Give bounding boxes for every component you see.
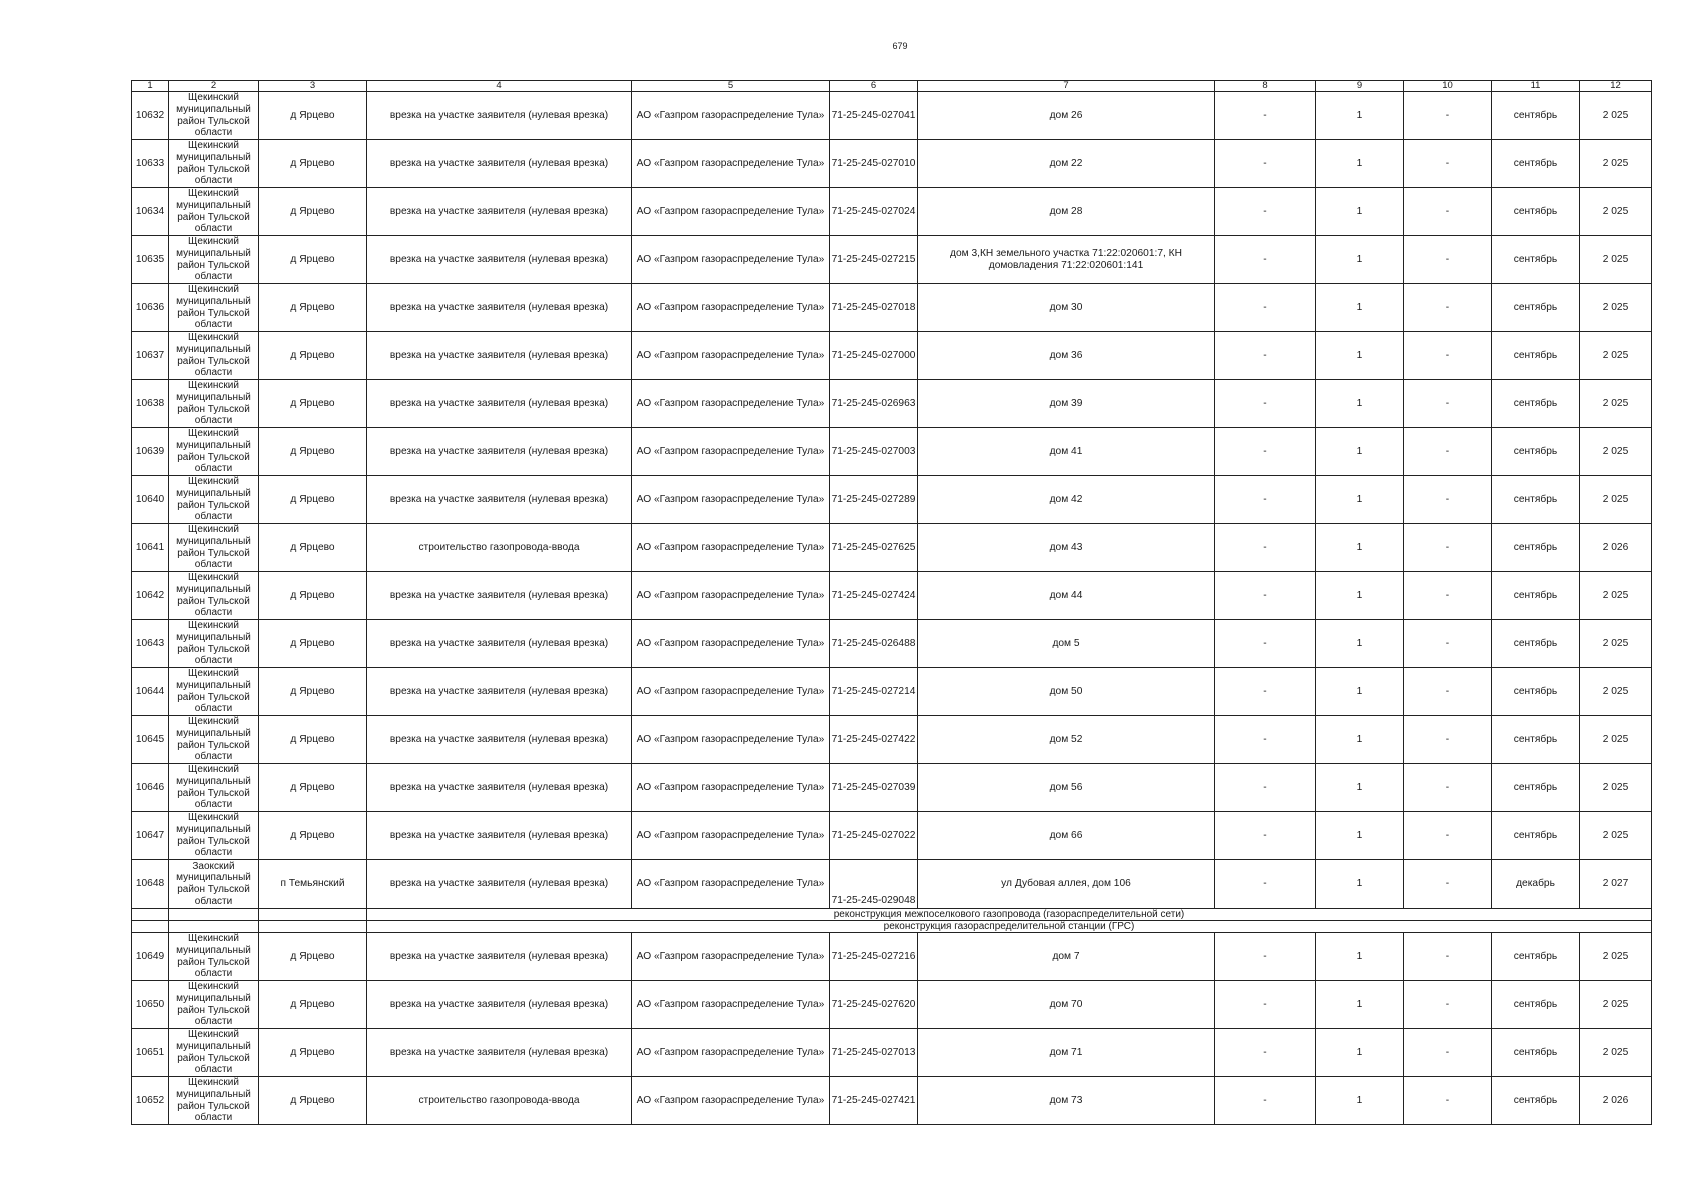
column-number: 4 [367, 81, 632, 92]
row-number: 10648 [132, 860, 169, 909]
quantity-cell: 1 [1316, 812, 1404, 860]
year-cell: 2 025 [1580, 380, 1652, 428]
year-cell: 2 026 [1580, 1077, 1652, 1125]
col10-cell: - [1404, 236, 1492, 284]
address-cell: дом 71 [918, 1029, 1215, 1077]
organization-cell: АО «Газпром газораспределение Тула» [632, 284, 830, 332]
month-cell: сентябрь [1492, 380, 1580, 428]
row-number: 10641 [132, 524, 169, 572]
organization-cell: АО «Газпром газораспределение Тула» [632, 236, 830, 284]
work-type-cell: врезка на участке заявителя (нулевая врезка) [367, 188, 632, 236]
empty-cell [169, 921, 259, 933]
work-type-cell: врезка на участке заявителя (нулевая врезка) [367, 933, 632, 981]
col10-cell: - [1404, 620, 1492, 668]
table-row [132, 981, 1652, 1029]
work-type-cell: строительство газопровода-ввода [367, 1077, 632, 1125]
object-code-cell: 71-25-245-027620 [830, 981, 918, 1029]
table-row [132, 236, 1652, 284]
district-cell: Щекинский муниципальный район Тульской области [169, 92, 259, 140]
district-cell: Щекинский муниципальный район Тульской области [169, 620, 259, 668]
table-row [132, 572, 1652, 620]
district-cell: Щекинский муниципальный район Тульской области [169, 933, 259, 981]
district-cell: Щекинский муниципальный район Тульской области [169, 380, 259, 428]
organization-cell: АО «Газпром газораспределение Тула» [632, 140, 830, 188]
column-number-row [132, 81, 1652, 92]
col8-cell: - [1215, 668, 1316, 716]
district-cell: Щекинский муниципальный район Тульской области [169, 812, 259, 860]
object-code-cell: 71-25-245-027000 [830, 332, 918, 380]
col10-cell: - [1404, 764, 1492, 812]
year-cell: 2 025 [1580, 933, 1652, 981]
settlement-cell: п Темьянский [259, 860, 367, 909]
object-code-cell: 71-25-245-026963 [830, 380, 918, 428]
col8-cell: - [1215, 284, 1316, 332]
address-cell: дом 50 [918, 668, 1215, 716]
object-code-cell: 71-25-245-027289 [830, 476, 918, 524]
year-cell: 2 025 [1580, 668, 1652, 716]
object-code-cell: 71-25-245-026488 [830, 620, 918, 668]
work-type-cell: врезка на участке заявителя (нулевая врезка) [367, 572, 632, 620]
col10-cell: - [1404, 284, 1492, 332]
month-cell: сентябрь [1492, 236, 1580, 284]
address-cell: дом 22 [918, 140, 1215, 188]
organization-cell: АО «Газпром газораспределение Тула» [632, 380, 830, 428]
work-type-cell: врезка на участке заявителя (нулевая врезка) [367, 284, 632, 332]
year-cell: 2 025 [1580, 1029, 1652, 1077]
column-number: 12 [1580, 81, 1652, 92]
col8-cell: - [1215, 933, 1316, 981]
col10-cell: - [1404, 188, 1492, 236]
col8-cell: - [1215, 524, 1316, 572]
month-cell: сентябрь [1492, 332, 1580, 380]
table-row [132, 380, 1652, 428]
district-cell: Щекинский муниципальный район Тульской области [169, 476, 259, 524]
col8-cell: - [1215, 981, 1316, 1029]
year-cell: 2 025 [1580, 428, 1652, 476]
object-code-cell: 71-25-245-027421 [830, 1077, 918, 1125]
district-cell: Щекинский муниципальный район Тульской области [169, 524, 259, 572]
work-type-cell: врезка на участке заявителя (нулевая врезка) [367, 140, 632, 188]
table-row [132, 284, 1652, 332]
settlement-cell: д Ярцево [259, 188, 367, 236]
quantity-cell: 1 [1316, 380, 1404, 428]
month-cell: сентябрь [1492, 428, 1580, 476]
table-row [132, 1029, 1652, 1077]
organization-cell: АО «Газпром газораспределение Тула» [632, 981, 830, 1029]
address-cell: ул Дубовая аллея, дом 106 [918, 860, 1215, 909]
organization-cell: АО «Газпром газораспределение Тула» [632, 1077, 830, 1125]
settlement-cell: д Ярцево [259, 1077, 367, 1125]
settlement-cell: д Ярцево [259, 380, 367, 428]
month-cell: сентябрь [1492, 572, 1580, 620]
year-cell: 2 025 [1580, 332, 1652, 380]
row-number: 10642 [132, 572, 169, 620]
col10-cell: - [1404, 860, 1492, 909]
district-cell: Щекинский муниципальный район Тульской области [169, 668, 259, 716]
work-type-cell: врезка на участке заявителя (нулевая врезка) [367, 668, 632, 716]
year-cell: 2 025 [1580, 620, 1652, 668]
column-number: 8 [1215, 81, 1316, 92]
district-cell: Щекинский муниципальный район Тульской области [169, 236, 259, 284]
month-cell: сентябрь [1492, 1029, 1580, 1077]
col8-cell: - [1215, 92, 1316, 140]
year-cell: 2 026 [1580, 524, 1652, 572]
settlement-cell: д Ярцево [259, 716, 367, 764]
column-number: 2 [169, 81, 259, 92]
row-number: 10632 [132, 92, 169, 140]
address-cell: дом 73 [918, 1077, 1215, 1125]
row-number: 10639 [132, 428, 169, 476]
settlement-cell: д Ярцево [259, 140, 367, 188]
year-cell: 2 025 [1580, 284, 1652, 332]
row-number: 10634 [132, 188, 169, 236]
object-code-cell: 71-25-245-027422 [830, 716, 918, 764]
quantity-cell: 1 [1316, 981, 1404, 1029]
district-cell: Щекинский муниципальный район Тульской области [169, 332, 259, 380]
month-cell: сентябрь [1492, 524, 1580, 572]
address-cell: дом 66 [918, 812, 1215, 860]
col8-cell: - [1215, 716, 1316, 764]
col8-cell: - [1215, 1077, 1316, 1125]
work-type-cell: врезка на участке заявителя (нулевая врезка) [367, 92, 632, 140]
col10-cell: - [1404, 380, 1492, 428]
district-cell: Щекинский муниципальный район Тульской области [169, 188, 259, 236]
settlement-cell: д Ярцево [259, 812, 367, 860]
year-cell: 2 025 [1580, 188, 1652, 236]
quantity-cell: 1 [1316, 716, 1404, 764]
month-cell: сентябрь [1492, 188, 1580, 236]
section-title: реконструкция межпоселкового газопровода (газораспределительной сети) [367, 909, 1652, 921]
quantity-cell: 1 [1316, 332, 1404, 380]
table-row [132, 140, 1652, 188]
col10-cell: - [1404, 981, 1492, 1029]
organization-cell: АО «Газпром газораспределение Тула» [632, 716, 830, 764]
col8-cell: - [1215, 620, 1316, 668]
object-code-cell: 71-25-245-027022 [830, 812, 918, 860]
quantity-cell: 1 [1316, 764, 1404, 812]
row-number: 10644 [132, 668, 169, 716]
empty-cell [259, 909, 367, 921]
col10-cell: - [1404, 1077, 1492, 1125]
month-cell: сентябрь [1492, 812, 1580, 860]
work-type-cell: врезка на участке заявителя (нулевая врезка) [367, 428, 632, 476]
settlement-cell: д Ярцево [259, 1029, 367, 1077]
organization-cell: АО «Газпром газораспределение Тула» [632, 1029, 830, 1077]
district-cell: Щекинский муниципальный район Тульской области [169, 981, 259, 1029]
district-cell: Щекинский муниципальный район Тульской области [169, 572, 259, 620]
work-type-cell: врезка на участке заявителя (нулевая врезка) [367, 380, 632, 428]
work-type-cell: врезка на участке заявителя (нулевая врезка) [367, 716, 632, 764]
quantity-cell: 1 [1316, 933, 1404, 981]
row-number: 10638 [132, 380, 169, 428]
table-row [132, 933, 1652, 981]
col8-cell: - [1215, 812, 1316, 860]
quantity-cell: 1 [1316, 620, 1404, 668]
settlement-cell: д Ярцево [259, 92, 367, 140]
organization-cell: АО «Газпром газораспределение Тула» [632, 572, 830, 620]
quantity-cell: 1 [1316, 524, 1404, 572]
settlement-cell: д Ярцево [259, 524, 367, 572]
table-row [132, 1077, 1652, 1125]
table-row [132, 620, 1652, 668]
work-type-cell: врезка на участке заявителя (нулевая врезка) [367, 860, 632, 909]
address-cell: дом 44 [918, 572, 1215, 620]
month-cell: декабрь [1492, 860, 1580, 909]
row-number: 10636 [132, 284, 169, 332]
year-cell: 2 025 [1580, 140, 1652, 188]
quantity-cell: 1 [1316, 1077, 1404, 1125]
object-code-cell: 71-25-245-027424 [830, 572, 918, 620]
address-cell: дом 39 [918, 380, 1215, 428]
address-cell: дом 28 [918, 188, 1215, 236]
district-cell: Щекинский муниципальный район Тульской области [169, 764, 259, 812]
object-code-cell: 71-25-245-027625 [830, 524, 918, 572]
col10-cell: - [1404, 933, 1492, 981]
organization-cell: АО «Газпром газораспределение Тула» [632, 860, 830, 909]
year-cell: 2 025 [1580, 476, 1652, 524]
address-cell: дом 42 [918, 476, 1215, 524]
row-number: 10652 [132, 1077, 169, 1125]
row-number: 10645 [132, 716, 169, 764]
settlement-cell: д Ярцево [259, 668, 367, 716]
page-number: 679 [892, 41, 908, 51]
quantity-cell: 1 [1316, 572, 1404, 620]
col10-cell: - [1404, 812, 1492, 860]
object-code-cell: 71-25-245-027039 [830, 764, 918, 812]
work-type-cell: врезка на участке заявителя (нулевая врезка) [367, 1029, 632, 1077]
col10-cell: - [1404, 428, 1492, 476]
col8-cell: - [1215, 1029, 1316, 1077]
year-cell: 2 025 [1580, 236, 1652, 284]
month-cell: сентябрь [1492, 140, 1580, 188]
table-row [132, 428, 1652, 476]
settlement-cell: д Ярцево [259, 428, 367, 476]
object-code-cell: 71-25-245-027013 [830, 1029, 918, 1077]
object-code-cell: 71-25-245-027214 [830, 668, 918, 716]
object-code-cell: 71-25-245-027003 [830, 428, 918, 476]
year-cell: 2 025 [1580, 572, 1652, 620]
work-type-cell: врезка на участке заявителя (нулевая врезка) [367, 332, 632, 380]
address-cell: дом 7 [918, 933, 1215, 981]
row-number: 10647 [132, 812, 169, 860]
work-type-cell: врезка на участке заявителя (нулевая врезка) [367, 236, 632, 284]
col8-cell: - [1215, 764, 1316, 812]
organization-cell: АО «Газпром газораспределение Тула» [632, 764, 830, 812]
table-row [132, 524, 1652, 572]
column-number: 3 [259, 81, 367, 92]
address-cell: дом 41 [918, 428, 1215, 476]
row-number: 10637 [132, 332, 169, 380]
year-cell: 2 025 [1580, 812, 1652, 860]
table-row [132, 860, 1652, 909]
quantity-cell: 1 [1316, 428, 1404, 476]
object-code-cell: 71-25-245-027010 [830, 140, 918, 188]
column-number: 5 [632, 81, 830, 92]
column-number: 11 [1492, 81, 1580, 92]
row-number: 10651 [132, 1029, 169, 1077]
address-cell: дом 43 [918, 524, 1215, 572]
col10-cell: - [1404, 572, 1492, 620]
work-type-cell: врезка на участке заявителя (нулевая врезка) [367, 812, 632, 860]
col8-cell: - [1215, 140, 1316, 188]
col10-cell: - [1404, 1029, 1492, 1077]
address-cell: дом 3,КН земельного участка 71:22:020601:7, КН домовладения 71:22:020601:141 [918, 236, 1215, 284]
column-number: 1 [132, 81, 169, 92]
table-row [132, 812, 1652, 860]
work-type-cell: врезка на участке заявителя (нулевая врезка) [367, 476, 632, 524]
empty-cell [169, 909, 259, 921]
address-cell: дом 26 [918, 92, 1215, 140]
work-type-cell: врезка на участке заявителя (нулевая врезка) [367, 764, 632, 812]
column-number: 10 [1404, 81, 1492, 92]
col8-cell: - [1215, 476, 1316, 524]
month-cell: сентябрь [1492, 92, 1580, 140]
settlement-cell: д Ярцево [259, 236, 367, 284]
organization-cell: АО «Газпром газораспределение Тула» [632, 476, 830, 524]
col8-cell: - [1215, 860, 1316, 909]
column-number: 9 [1316, 81, 1404, 92]
empty-cell [259, 921, 367, 933]
table-row [132, 668, 1652, 716]
organization-cell: АО «Газпром газораспределение Тула» [632, 933, 830, 981]
table-row [132, 332, 1652, 380]
table-row [132, 188, 1652, 236]
object-code-cell: 71-25-245-027215 [830, 236, 918, 284]
settlement-cell: д Ярцево [259, 764, 367, 812]
organization-cell: АО «Газпром газораспределение Тула» [632, 812, 830, 860]
table-body [132, 81, 1652, 1125]
year-cell: 2 025 [1580, 764, 1652, 812]
settlement-cell: д Ярцево [259, 572, 367, 620]
district-cell: Щекинский муниципальный район Тульской области [169, 428, 259, 476]
quantity-cell: 1 [1316, 236, 1404, 284]
object-code-cell: 71-25-245-027216 [830, 933, 918, 981]
quantity-cell: 1 [1316, 860, 1404, 909]
empty-cell [132, 921, 169, 933]
col8-cell: - [1215, 428, 1316, 476]
col8-cell: - [1215, 188, 1316, 236]
organization-cell: АО «Газпром газораспределение Тула» [632, 188, 830, 236]
col10-cell: - [1404, 140, 1492, 188]
district-cell: Щекинский муниципальный район Тульской области [169, 716, 259, 764]
settlement-cell: д Ярцево [259, 620, 367, 668]
address-cell: дом 56 [918, 764, 1215, 812]
column-number: 6 [830, 81, 918, 92]
quantity-cell: 1 [1316, 92, 1404, 140]
section-header-row [132, 909, 1652, 921]
month-cell: сентябрь [1492, 716, 1580, 764]
address-cell: дом 30 [918, 284, 1215, 332]
col8-cell: - [1215, 332, 1316, 380]
row-number: 10640 [132, 476, 169, 524]
object-code-cell: 71-25-245-027041 [830, 92, 918, 140]
col8-cell: - [1215, 572, 1316, 620]
organization-cell: АО «Газпром газораспределение Тула» [632, 428, 830, 476]
year-cell: 2 025 [1580, 716, 1652, 764]
col8-cell: - [1215, 380, 1316, 428]
settlement-cell: д Ярцево [259, 332, 367, 380]
district-cell: Щекинский муниципальный район Тульской области [169, 140, 259, 188]
year-cell: 2 027 [1580, 860, 1652, 909]
quantity-cell: 1 [1316, 188, 1404, 236]
quantity-cell: 1 [1316, 1029, 1404, 1077]
row-number: 10643 [132, 620, 169, 668]
year-cell: 2 025 [1580, 981, 1652, 1029]
settlement-cell: д Ярцево [259, 933, 367, 981]
column-number: 7 [918, 81, 1215, 92]
object-code-cell: 71-25-245-029048 [830, 860, 918, 909]
district-cell: Щекинский муниципальный район Тульской области [169, 1029, 259, 1077]
organization-cell: АО «Газпром газораспределение Тула» [632, 620, 830, 668]
settlement-cell: д Ярцево [259, 981, 367, 1029]
quantity-cell: 1 [1316, 140, 1404, 188]
settlement-cell: д Ярцево [259, 284, 367, 332]
object-code-cell: 71-25-245-027018 [830, 284, 918, 332]
work-type-cell: врезка на участке заявителя (нулевая врезка) [367, 620, 632, 668]
settlement-cell: д Ярцево [259, 476, 367, 524]
table-row [132, 764, 1652, 812]
section-title: реконструкция газораспределительной станции (ГРС) [367, 921, 1652, 933]
address-cell: дом 52 [918, 716, 1215, 764]
month-cell: сентябрь [1492, 476, 1580, 524]
row-number: 10650 [132, 981, 169, 1029]
month-cell: сентябрь [1492, 284, 1580, 332]
address-cell: дом 36 [918, 332, 1215, 380]
col10-cell: - [1404, 716, 1492, 764]
district-cell: Щекинский муниципальный район Тульской области [169, 1077, 259, 1125]
month-cell: сентябрь [1492, 981, 1580, 1029]
col10-cell: - [1404, 92, 1492, 140]
year-cell: 2 025 [1580, 92, 1652, 140]
table-row [132, 92, 1652, 140]
district-cell: Заокский муниципальный район Тульской области [169, 860, 259, 909]
month-cell: сентябрь [1492, 620, 1580, 668]
month-cell: сентябрь [1492, 933, 1580, 981]
col10-cell: - [1404, 524, 1492, 572]
row-number: 10646 [132, 764, 169, 812]
row-number: 10635 [132, 236, 169, 284]
empty-cell [132, 909, 169, 921]
district-cell: Щекинский муниципальный район Тульской области [169, 284, 259, 332]
month-cell: сентябрь [1492, 1077, 1580, 1125]
organization-cell: АО «Газпром газораспределение Тула» [632, 92, 830, 140]
gasification-table [131, 80, 1652, 1125]
object-code-cell: 71-25-245-027024 [830, 188, 918, 236]
col8-cell: - [1215, 236, 1316, 284]
organization-cell: АО «Газпром газораспределение Тула» [632, 524, 830, 572]
col10-cell: - [1404, 476, 1492, 524]
quantity-cell: 1 [1316, 284, 1404, 332]
organization-cell: АО «Газпром газораспределение Тула» [632, 668, 830, 716]
organization-cell: АО «Газпром газораспределение Тула» [632, 332, 830, 380]
month-cell: сентябрь [1492, 668, 1580, 716]
table-row [132, 716, 1652, 764]
table-row [132, 476, 1652, 524]
row-number: 10633 [132, 140, 169, 188]
col10-cell: - [1404, 668, 1492, 716]
work-type-cell: строительство газопровода-ввода [367, 524, 632, 572]
col10-cell: - [1404, 332, 1492, 380]
work-type-cell: врезка на участке заявителя (нулевая врезка) [367, 981, 632, 1029]
quantity-cell: 1 [1316, 476, 1404, 524]
row-number: 10649 [132, 933, 169, 981]
address-cell: дом 70 [918, 981, 1215, 1029]
address-cell: дом 5 [918, 620, 1215, 668]
quantity-cell: 1 [1316, 668, 1404, 716]
month-cell: сентябрь [1492, 764, 1580, 812]
section-header-row [132, 921, 1652, 933]
